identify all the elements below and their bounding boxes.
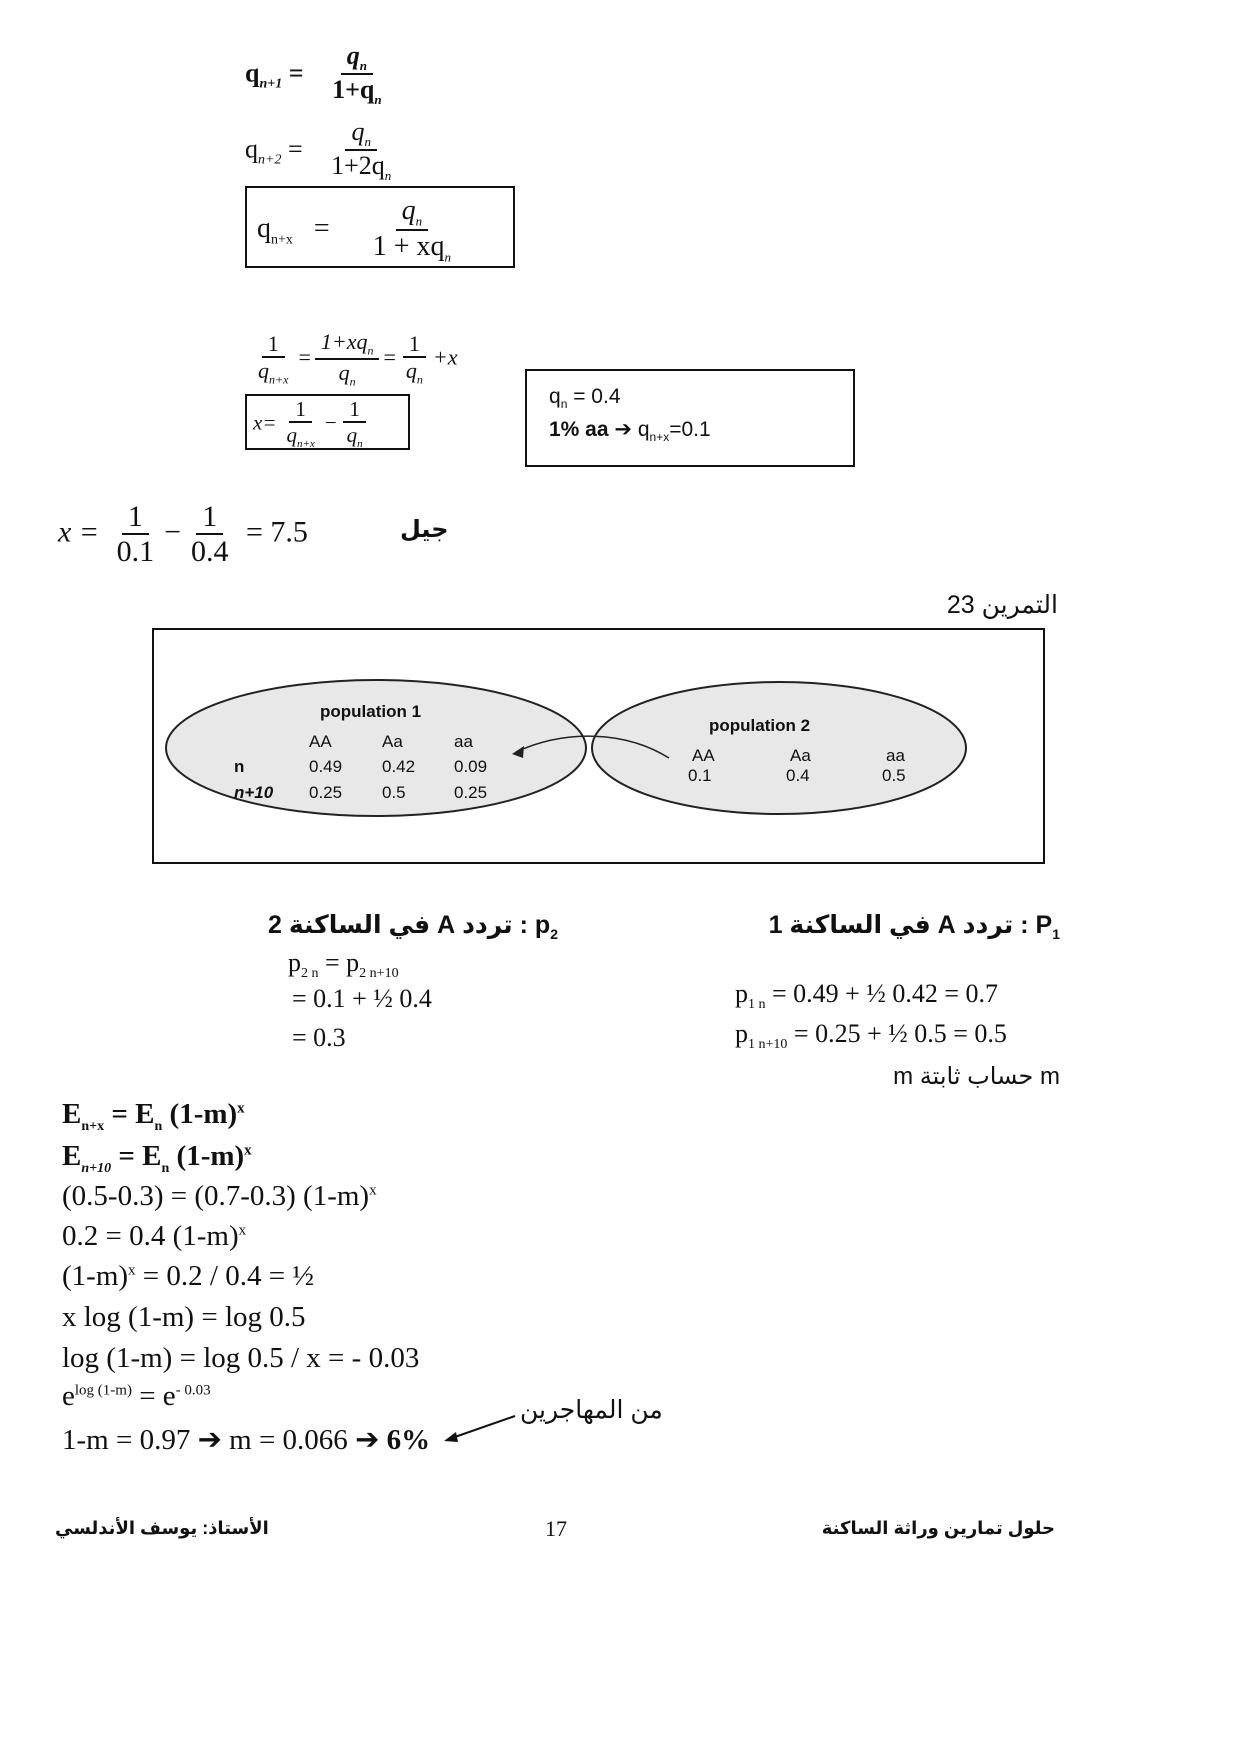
footer-title: حلول تمارين وراثة الساكنة — [821, 1518, 1055, 1538]
pop1-cell: 0.25 — [454, 783, 488, 802]
pop1-row-label: n — [234, 757, 245, 776]
derivation-line-2: $E_{n+10} = E_n$ $(1-m)^x$ — [62, 1140, 252, 1176]
arrow-icon: ➔ — [197, 1424, 222, 1456]
p2-heading: $p_2$ : تردد A في الساكنة 2 — [267, 911, 558, 942]
pop1-header: Aa — [382, 732, 403, 751]
formula-q-n-plus-2: $q_{n+2}$ = $\frac{q_n}{1+2q_n}$ — [245, 117, 392, 184]
p2-line-3: = 0.3 — [292, 1023, 346, 1052]
note-arrow-icon — [440, 1410, 520, 1450]
formula-inverse-relation: $\frac{1}{q_{n+x}}$ = $\frac{1+xq_n}{q_n}$ = $\frac{1}{q_n}$ +x — [258, 329, 458, 388]
arrow-icon: ➔ — [614, 418, 632, 441]
formula-q-n-plus-1: $q_{n+1}$ = $\frac{q_n}{1+q_n}$ — [245, 41, 382, 108]
p2-line-2: = 0.1 + ½ 0.4 — [292, 984, 432, 1013]
pop2-cell: 0.1 — [688, 766, 712, 785]
formula-q-n-plus-x-box: $q_{n+x}$ = $\frac{q_n}{1 + xq_n}$ — [245, 186, 515, 268]
pop1-cell: 0.09 — [454, 757, 488, 776]
derivation-line-6: x log (1-m) = log 0.5 — [62, 1301, 306, 1333]
pop1-cell: 0.5 — [382, 783, 406, 802]
pop1-cell: 0.49 — [309, 757, 343, 776]
derivation-line-8: $e^{log (1-m)} = e^{- 0.03}$ — [62, 1380, 211, 1412]
pop1-cell: 0.42 — [382, 757, 416, 776]
derivation-line-9: 1-m = 0.97 ➔ m = 0.066 ➔ 6% — [62, 1424, 431, 1456]
p1-line-2: $p_{1 n+10} = 0.25$ + ½ 0.5 = 0.5 — [735, 1019, 1007, 1053]
exercise-title: التمرين 23 — [946, 591, 1058, 619]
derivation-line-5: $(1-m)^x = 0.2 / 0.4$ = ½ — [62, 1260, 315, 1292]
formula-x-box: x= $\frac{1}{q_{n+x}}$ − $\frac{1}{q_n}$ — [245, 394, 410, 450]
p2-line-1: $p_{2 n} = p_{2 n+10}$ — [288, 948, 399, 982]
pop2-header: aa — [886, 746, 905, 765]
diagram-shapes — [154, 630, 1043, 862]
population-2-title: population 2 — [709, 716, 811, 735]
pop1-row-label: n+10 — [234, 783, 274, 802]
population-1-title: population 1 — [320, 702, 422, 721]
p1-line-3: m حساب ثابتة m — [893, 1063, 1060, 1090]
populations-diagram — [152, 628, 1045, 864]
derivation-line-4: 0.2 = 0.4 $(1-m)^x$ — [62, 1220, 247, 1252]
pop2-header: Aa — [790, 746, 811, 765]
pop2-header: AA — [692, 746, 715, 765]
p1-line-1: $p_{1 n} = 0.49$ + ½ 0.42 = 0.7 — [735, 979, 998, 1013]
given-values-box: $q_n = 0.4$ 1% aa ➔ $q_{n+x}=0.1$ — [525, 369, 855, 467]
migrants-note: من المهاجرين — [520, 1396, 663, 1424]
page-number: 17 — [545, 1516, 567, 1541]
pop2-cell: 0.5 — [882, 766, 906, 785]
p1-heading: $P_1$ : تردد A في الساكنة 1 — [768, 911, 1060, 942]
pop1-cell: 0.25 — [309, 783, 343, 802]
footer-author: الأستاذ: يوسف الأندلسي — [55, 1518, 269, 1538]
pop2-cell: 0.4 — [786, 766, 810, 785]
pop1-header: aa — [454, 732, 473, 751]
generation-label: جيل — [400, 516, 449, 543]
arrow-icon: ➔ — [355, 1424, 380, 1456]
derivation-line-7: log (1-m) = log 0.5 / x = - 0.03 — [62, 1342, 420, 1374]
derivation-line-3: (0.5-0.3) = (0.7-0.3) $(1-m)^x$ — [62, 1180, 377, 1212]
pop1-header: AA — [309, 732, 332, 751]
x-result-equation: x = $\frac{1}{0.1}$ − $\frac{1}{0.4}$ = 7.5 — [58, 500, 308, 568]
derivation-line-1: $E_{n+x} = E_n$ $(1-m)^x$ — [62, 1098, 245, 1134]
